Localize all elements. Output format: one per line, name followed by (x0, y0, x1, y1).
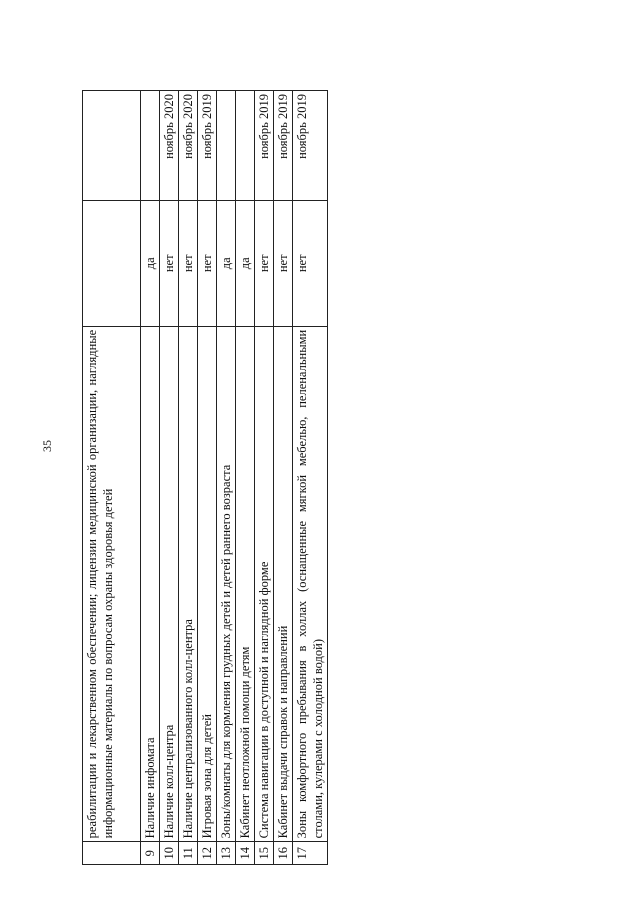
row-date: ноябрь 2019 (198, 91, 217, 201)
table-row (236, 91, 255, 865)
row-number: 9 (141, 842, 160, 865)
row-number: 17 (293, 842, 328, 865)
row-name: Зоны комфортного пребывания в холлах (оснащенные мягкой мебелью, пеленальными столами, кулерами с холодной водой) (293, 326, 328, 842)
row-number: 12 (198, 842, 217, 865)
row-value: нет (179, 200, 198, 326)
row-value: нет (198, 200, 217, 326)
table-row (198, 91, 217, 865)
row-number: 14 (236, 842, 255, 865)
row-name: Наличие колл-центра (160, 326, 179, 842)
row-name: Зоны/комнаты для кормления грудных детей и детей раннего возраста (217, 326, 236, 842)
table-row (179, 91, 198, 865)
row-name: Кабинет неотложной помощи детям (236, 326, 255, 842)
row-number: 16 (274, 842, 293, 865)
row-date: ноябрь 2019 (274, 91, 293, 201)
row-date: ноябрь 2020 (160, 91, 179, 201)
row-date (141, 91, 160, 201)
row-value: нет (293, 200, 328, 326)
row-value: нет (160, 200, 179, 326)
row-name: Наличие инфомата (141, 326, 160, 842)
row-number: 13 (217, 842, 236, 865)
row-value: да (141, 200, 160, 326)
table-row (293, 91, 328, 865)
row-number: 15 (255, 842, 274, 865)
table-row (83, 91, 141, 865)
row-value: да (236, 200, 255, 326)
row-number: 11 (179, 842, 198, 865)
row-date: ноябрь 2020 (179, 91, 198, 201)
table-row (217, 91, 236, 865)
table-row (274, 91, 293, 865)
row-date: ноябрь 2019 (255, 91, 274, 201)
row-name: реабилитации и лекарственном обеспечении; лицензии медицинской организации, наглядные информационные материалы по вопросам охраны здоровья детей (83, 326, 141, 842)
row-value: нет (274, 200, 293, 326)
row-value (83, 200, 141, 326)
rotated-table-container (82, 90, 325, 865)
row-date (236, 91, 255, 201)
row-date: ноябрь 2019 (293, 91, 328, 201)
page-number: 35 (40, 440, 54, 452)
row-name: Наличие централизованного колл-центра (179, 326, 198, 842)
row-name: Кабинет выдачи справок и направлений (274, 326, 293, 842)
row-number: 10 (160, 842, 179, 865)
table-row (160, 91, 179, 865)
table-row (255, 91, 274, 865)
row-value: да (217, 200, 236, 326)
row-name: Игровая зона для детей (198, 326, 217, 842)
row-number (83, 842, 141, 865)
requirements-table (82, 90, 328, 865)
row-name: Система навигации в доступной и наглядной форме (255, 326, 274, 842)
row-date (83, 91, 141, 201)
row-date (217, 91, 236, 201)
table-row (141, 91, 160, 865)
row-value: нет (255, 200, 274, 326)
